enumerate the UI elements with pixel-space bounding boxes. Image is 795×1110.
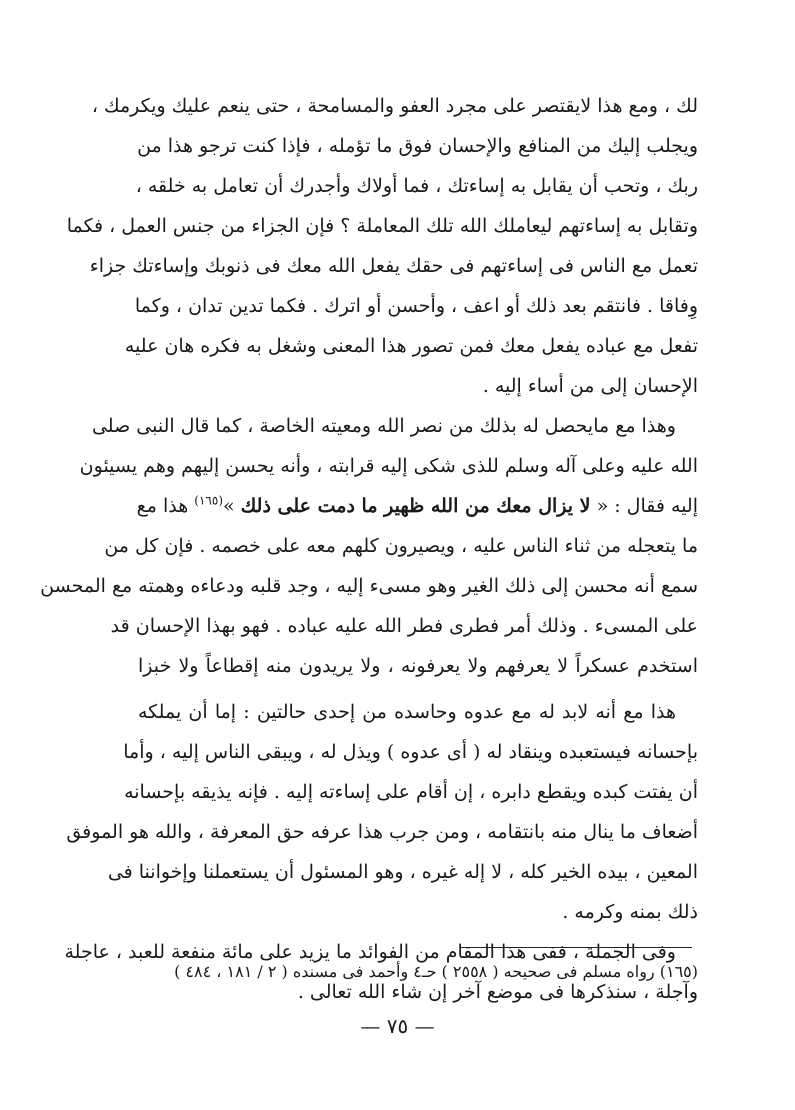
text-line: وتقابل به إساءتهم ليعاملك الله تلك المعاملة ؟ فإن الجزاء من جنس العمل ، فكما (66, 215, 698, 237)
footnote: (١٦٥) رواه مسلم فى صحيحه ( ٢٥٥٨ ) حـ٤ وأحمد فى مسنده ( ٢ / ١٨١ ، ٤٨٤ ) (174, 962, 698, 981)
quote-close-mark: » (223, 495, 241, 517)
text-line: على المسىء . وذلك أمر فطرى فطر الله عليه عباده . فهو بهذا الإحسان قد (110, 615, 698, 637)
quote-trail-text: هذا مع (136, 495, 195, 517)
text-line: أضعاف ما ينال منه بانتقامه ، ومن جرب هذا عرفه حق المعرفة ، والله هو الموفق (66, 821, 698, 843)
text-line: وآجلة ، سنذكرها فى موضع آخر إن شاء الله تعالى . (297, 981, 698, 1003)
text-line: ما يتعجله من ثناء الناس عليه ، ويصيرون كلهم معه على خصمه . فإن كل من (104, 535, 698, 557)
paragraph-2 (40, 406, 698, 686)
text-line: ويجلب إليك من المنافع والإحسان فوق ما تؤمله ، فإذا كنت ترجو هذا من (137, 135, 698, 157)
paragraph-3 (66, 692, 698, 932)
text-line: وهذا مع مايحصل له بذلك من نصر الله ومعيته الخاصة ، كما قال النبى صلى (91, 415, 676, 437)
footnote-reference[interactable]: (١٦٥) (194, 493, 223, 508)
footnote-divider (460, 947, 692, 948)
text-line: ربك ، وتحب أن يقابل به إساءتك ، فما أولاك وأجدرك أن تعامل به خلقه ، (135, 175, 698, 197)
text-line: الله عليه وعلى آله وسلم للذى شكى إليه قرابته ، وأنه يحسن إليهم وهم يسيئون (79, 455, 698, 477)
text-line: ذلك بمنه وكرمه . (562, 901, 698, 923)
main-text (40, 86, 698, 1012)
hadith-quote-line (138, 486, 698, 526)
text-line: هذا مع أنه لابد له مع عدوه وحاسده من إحدى حالتين : إما أن يملكه (138, 701, 676, 723)
text-line: أن يفتت كبده ويقطع دابره ، إن أقام على إساءته إليه . فإنه يذيقه بإحسانه (124, 781, 698, 803)
hadith-quote: لا يزال معك من الله ظهير ما دمت على ذلك (240, 495, 591, 517)
text-line: المعين ، بيده الخير كله ، لا إله غيره ، وهو المسئول أن يستعملنا وإخواننا فى (107, 861, 698, 883)
paragraph-1 (66, 86, 698, 406)
text-line: لك ، ومع هذا لايقتصر على مجرد العفو والمسامحة ، حتى ينعم عليك ويكرمك ، (91, 95, 698, 117)
text-line: استخدم عسكراً لا يعرفهم ولا يعرفونه ، ولا يريدون منه إقطاعاً ولا خبزا (138, 655, 698, 677)
text-line: تفعل مع عباده يفعل معك فمن تصور هذا المعنى وشغل به فكره هان عليه (124, 335, 698, 357)
text-line: تعمل مع الناس فى إساءتهم فى حقك يفعل الله معك فى ذنوبك وإساءتك جزاء (89, 255, 698, 277)
text-line: وفى الجملة ، ففى هذا المقام من الفوائد ما يزيد على مائة منفعة للعبد ، عاجلة (64, 941, 676, 963)
page-number: — ٧٥ — (360, 1014, 435, 1038)
text-line: بإحسانه فيستعبده وينقاد له ( أى عدوه ) ويذل له ، ويبقى الناس إليه ، وأما (123, 741, 698, 763)
quote-lead-text: إليه فقال : « (590, 495, 698, 517)
text-line: وِفاقا . فانتقم بعد ذلك أو اعف ، وأحسن أو اترك . فكما تدين تدان ، وكما (134, 295, 698, 317)
text-line: الإحسان إلى من أساء إليه . (482, 375, 698, 397)
text-line: سمع أنه محسن إلى ذلك الغير وهو مسىء إليه ، وجد قلبه ودعاءه وهمته مع المحسن (40, 575, 698, 597)
